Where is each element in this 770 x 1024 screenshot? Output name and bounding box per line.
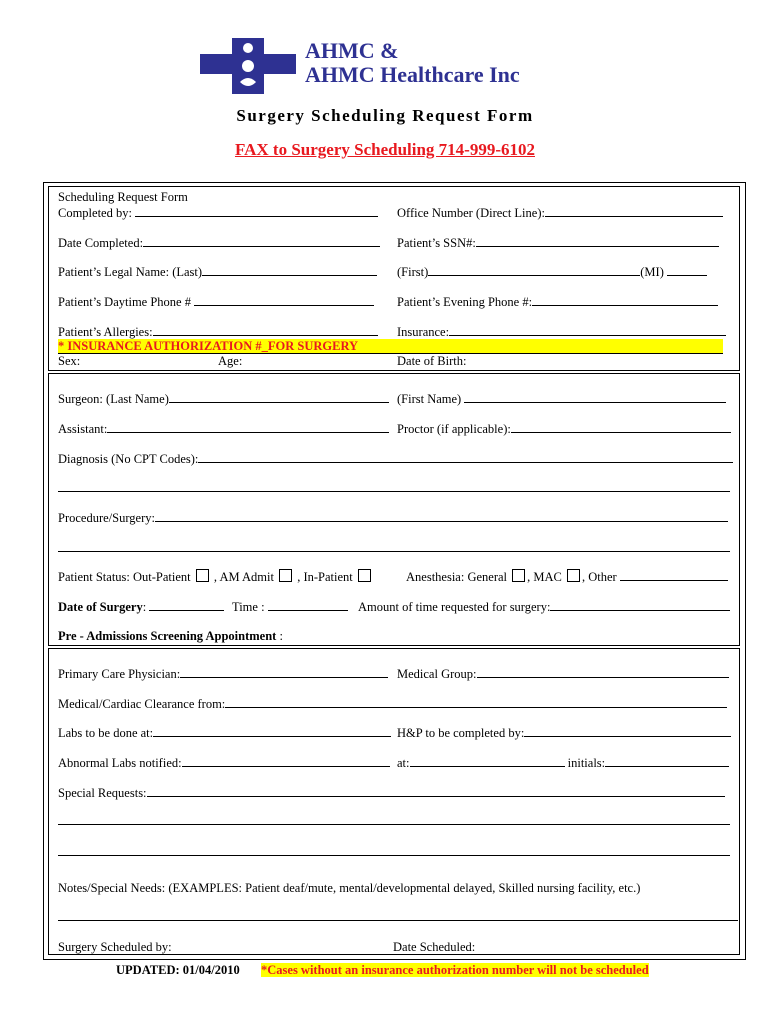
surgeon-label: Surgeon: (Last Name) — [58, 392, 169, 406]
authorization-warning — [261, 963, 649, 977]
anesthesia-label: Anesthesia: General — [406, 570, 508, 584]
notes-label: Notes/Special Needs: (EXAMPLES: Patient deaf/mute, mental/developmental delayed, Skilled nursing facility, etc.) — [58, 881, 641, 895]
am-admit-checkbox[interactable] — [279, 569, 292, 582]
pre-admissions-label: Pre - Admissions Screening Appointment — [58, 629, 277, 643]
out-patient-checkbox[interactable] — [196, 569, 209, 582]
at-field[interactable] — [397, 755, 729, 770]
patient-status-row — [58, 569, 373, 584]
assistant-label: Assistant: — [58, 422, 108, 436]
hp-label: H&P to be completed by: — [397, 726, 525, 740]
allergies-field[interactable] — [58, 324, 378, 339]
medical-group-label: Medical Group: — [397, 667, 477, 681]
logo-line1: AHMC & — [305, 38, 399, 63]
special-requests-line-3[interactable] — [58, 855, 730, 856]
office-number-label: Office Number (Direct Line): — [397, 206, 545, 220]
ssn-field[interactable] — [397, 235, 719, 250]
sex-label: Sex: — [58, 354, 81, 368]
general-checkbox[interactable] — [512, 569, 525, 582]
in-patient-label: , In-Patient — [297, 570, 353, 584]
other-input[interactable] — [620, 569, 728, 581]
age-label: Age: — [218, 354, 243, 368]
time-field[interactable] — [232, 599, 348, 614]
first-name-field[interactable] — [397, 264, 707, 279]
other-label: , Other — [582, 570, 617, 584]
surgeon-last-field[interactable] — [58, 391, 389, 406]
date-completed-label: Date Completed: — [58, 236, 144, 250]
authorization-label: * INSURANCE AUTHORIZATION #_FOR SURGERY — [58, 339, 359, 353]
diagnosis-line-2[interactable] — [58, 491, 730, 492]
abnormal-labs-field[interactable] — [58, 755, 390, 770]
updated-date: UPDATED: 01/04/2010 — [116, 963, 240, 977]
in-patient-checkbox[interactable] — [358, 569, 371, 582]
completed-by-label: Completed by: — [58, 206, 132, 220]
page-title: Surgery Scheduling Request Form — [236, 106, 534, 125]
clearance-label: Medical/Cardiac Clearance from: — [58, 697, 226, 711]
mac-checkbox[interactable] — [567, 569, 580, 582]
pcp-label: Primary Care Physician: — [58, 667, 181, 681]
dob-label: Date of Birth: — [397, 354, 467, 368]
procedure-label: Procedure/Surgery: — [58, 511, 155, 525]
cross-logo-icon — [200, 38, 300, 94]
date-scheduled-label: Date Scheduled: — [393, 940, 476, 954]
at-label: at: — [397, 756, 410, 770]
assistant-field[interactable] — [58, 421, 389, 436]
pre-admissions-row: Pre - Admissions Screening Appointment : — [58, 629, 283, 643]
time-label: Time : — [232, 600, 265, 614]
surgeon-first-label: (First Name) — [397, 392, 462, 406]
procedure-line-2[interactable] — [58, 551, 730, 552]
clearance-field[interactable] — [58, 696, 727, 711]
labs-label: Labs to be done at: — [58, 726, 154, 740]
evening-phone-label: Patient’s Evening Phone #: — [397, 295, 533, 309]
medical-group-field[interactable] — [397, 666, 729, 681]
office-number-field[interactable] — [397, 205, 723, 220]
initials-label: initials: — [567, 756, 606, 770]
legal-name-field[interactable] — [58, 264, 377, 279]
insurance-field[interactable] — [397, 324, 726, 339]
date-of-surgery-label: Date of Surgery — [58, 600, 143, 614]
surgeon-first-field[interactable] — [397, 391, 726, 406]
scheduled-by-label: Surgery Scheduled by: — [58, 940, 172, 954]
labs-field[interactable] — [58, 725, 391, 740]
daytime-phone-label: Patient’s Daytime Phone # — [58, 295, 191, 309]
warning-text: *Cases without an insurance authorization number will not be scheduled — [261, 963, 649, 977]
mi-label: (MI) — [640, 265, 664, 279]
anesthesia-row — [406, 569, 728, 584]
proctor-field[interactable] — [397, 421, 731, 436]
daytime-phone-field[interactable] — [58, 294, 374, 309]
diagnosis-label: Diagnosis (No CPT Codes): — [58, 452, 199, 466]
procedure-field[interactable] — [58, 510, 728, 525]
date-of-surgery-field[interactable]: Date of Surgery: — [58, 599, 224, 614]
pcp-field[interactable] — [58, 666, 388, 681]
hp-field[interactable] — [397, 725, 731, 740]
evening-phone-field[interactable] — [397, 294, 718, 309]
status-label: Patient Status: Out-Patient — [58, 570, 191, 584]
diagnosis-field[interactable] — [58, 451, 733, 466]
special-requests-line-2[interactable] — [58, 824, 730, 825]
notes-line[interactable] — [58, 920, 738, 921]
amount-time-field[interactable] — [358, 599, 730, 614]
ssn-label: Patient’s SSN#: — [397, 236, 476, 250]
allergies-label: Patient’s Allergies: — [58, 325, 153, 339]
fax-number: FAX to Surgery Scheduling 714-999-6102 — [234, 140, 535, 159]
insurance-label: Insurance: — [397, 325, 450, 339]
abnormal-labs-label: Abnormal Labs notified: — [58, 756, 182, 770]
proctor-label: Proctor (if applicable): — [397, 422, 511, 436]
legal-name-label: Patient’s Legal Name: (Last) — [58, 265, 203, 279]
ahmc-logo — [200, 38, 580, 94]
first-label: (First) — [397, 265, 429, 279]
date-completed-field[interactable] — [58, 235, 380, 250]
special-requests-field[interactable] — [58, 785, 725, 800]
form-label: Scheduling Request Form — [58, 190, 188, 204]
special-requests-label: Special Requests: — [58, 786, 147, 800]
amount-time-label: Amount of time requested for surgery: — [358, 600, 551, 614]
clinical-info-section — [48, 648, 740, 955]
authorization-field[interactable] — [58, 339, 723, 354]
logo-line2: AHMC Healthcare Inc — [305, 62, 520, 87]
completed-by-field[interactable] — [58, 205, 378, 220]
am-admit-label: , AM Admit — [213, 570, 274, 584]
mac-label: , MAC — [527, 570, 562, 584]
